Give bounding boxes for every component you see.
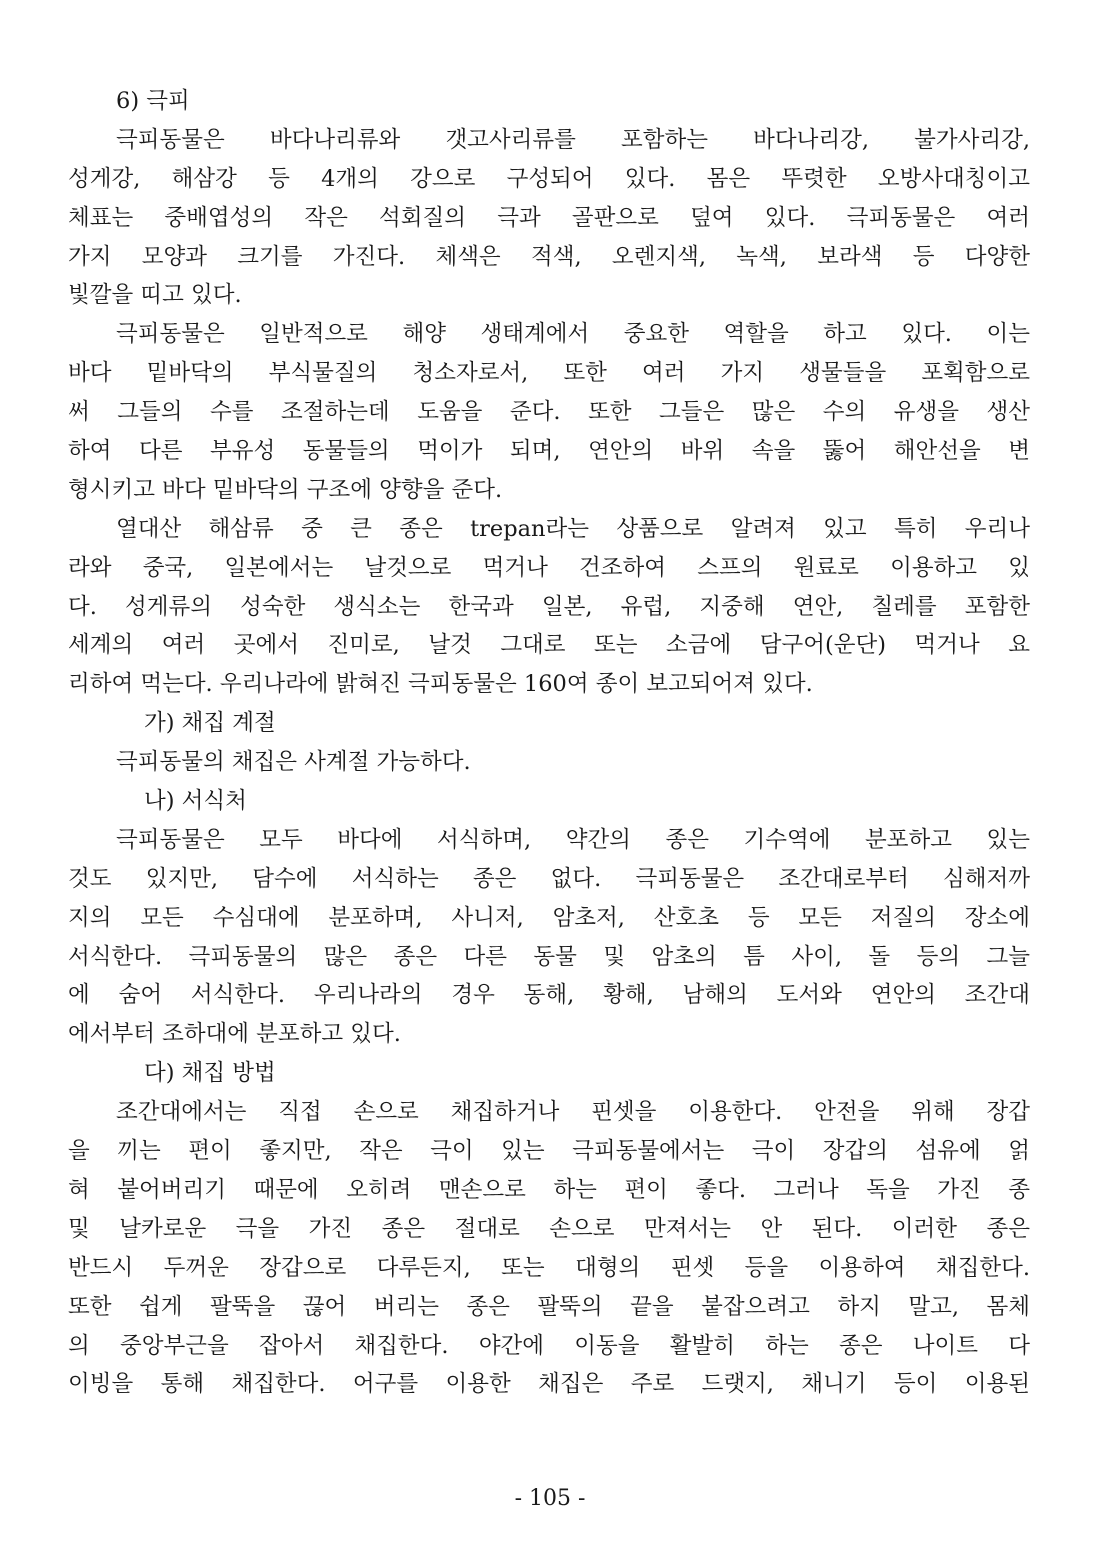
paragraph-line: 및 날카로운 극을 가진 종은 절대로 손으로 만져서는 안 된다. 이러한 종은	[68, 1215, 1030, 1242]
paragraph-line: 성게강, 해삼강 등 4개의 강으로 구성되어 있다. 몸은 뚜렷한 오방사대칭이고	[68, 165, 1030, 192]
paragraph-line: 또한 쉽게 팔뚝을 끊어 버리는 종은 팔뚝의 끝을 붙잡으려고 하지 말고, 몸체	[68, 1293, 1030, 1320]
paragraph-line: 이빙을 통해 채집한다. 어구를 이용한 채집은 주로 드랫지, 채니기 등이 이용된	[68, 1371, 1030, 1398]
paragraph-line: 극피동물의 채집은 사계절 가능하다.	[116, 749, 471, 776]
paragraph-line: 극피동물은 바다나리류와 갯고사리류를 포함하는 바다나리강, 불가사리강,	[116, 126, 1030, 153]
paragraph-line: 에 숨어 서식한다. 우리나라의 경우 동해, 황해, 남해의 도서와 연안의 조간대	[68, 982, 1030, 1009]
paragraph-line: 극피동물은 일반적으로 해양 생태계에서 중요한 역할을 하고 있다. 이는	[116, 321, 1030, 348]
paragraph-line: 가지 모양과 크기를 가진다. 체색은 적색, 오렌지색, 녹색, 보라색 등 다양한	[68, 243, 1030, 270]
paragraph-line: 서식한다. 극피동물의 많은 종은 다른 동물 및 암초의 틈 사이, 돌 등의 그늘	[68, 943, 1030, 970]
paragraph-line: 을 끼는 편이 좋지만, 작은 극이 있는 극피동물에서는 극이 장갑의 섬유에 얽	[68, 1138, 1030, 1165]
paragraph-line: 에서부터 조하대에 분포하고 있다.	[68, 1021, 401, 1048]
paragraph-line: 반드시 두꺼운 장갑으로 다루든지, 또는 대형의 핀셋 등을 이용하여 채집한다.	[68, 1254, 1030, 1281]
page-number: - 105 -	[514, 1486, 586, 1511]
paragraph-line: 써 그들의 수를 조절하는데 도움을 준다. 또한 그들은 많은 수의 유생을 생산	[68, 399, 1030, 426]
paragraph-line: 세계의 여러 곳에서 진미로, 날것 그대로 또는 소금에 담구어(운단) 먹거나 요	[68, 632, 1030, 659]
paragraph-line: 지의 모든 수심대에 분포하며, 사니저, 암초저, 산호초 등 모든 저질의 장소에	[68, 904, 1030, 931]
body-text	[68, 82, 1030, 1404]
paragraph-line: 리하여 먹는다. 우리나라에 밝혀진 극피동물은 160여 종이 보고되어져 있다.	[68, 671, 813, 698]
paragraph-line: 혀 붙어버리기 때문에 오히려 맨손으로 하는 편이 좋다. 그러나 독을 가진 종	[68, 1176, 1030, 1203]
paragraph-line: 열대산 해삼류 중 큰 종은 trepan라는 상품으로 알려져 있고 특히 우리나	[116, 515, 1030, 542]
paragraph-line: 것도 있지만, 담수에 서식하는 종은 없다. 극피동물은 조간대로부터 심해저까	[68, 865, 1030, 892]
paragraph-line: 의 중앙부근을 잡아서 채집한다. 야간에 이동을 활발히 하는 종은 나이트 다	[68, 1332, 1030, 1359]
paragraph-line: 하여 다른 부유성 동물들의 먹이가 되며, 연안의 바위 속을 뚫어 해안선을 변	[68, 438, 1030, 465]
paragraph-line: 조간대에서는 직접 손으로 채집하거나 핀셋을 이용한다. 안전을 위해 장갑	[116, 1099, 1030, 1126]
paragraph-line: 체표는 중배엽성의 작은 석회질의 극과 골판으로 덮여 있다. 극피동물은 여러	[68, 204, 1030, 231]
paragraph-line: 극피동물은 모두 바다에 서식하며, 약간의 종은 기수역에 분포하고 있는	[116, 826, 1030, 853]
paragraph-line: 형시키고 바다 밑바닥의 구조에 양향을 준다.	[68, 476, 503, 503]
paragraph-line: 빛깔을 띠고 있다.	[68, 282, 242, 309]
section-heading: 6) 극피	[116, 88, 190, 114]
paragraph-line: 다. 성게류의 성숙한 생식소는 한국과 일본, 유럽, 지중해 연안, 칠레를 포함한	[68, 593, 1030, 620]
paragraph-line: 바다 밑바닥의 부식물질의 청소자로서, 또한 여러 가지 생물들을 포획함으로	[68, 360, 1030, 387]
paragraph-line: 라와 중국, 일본에서는 날것으로 먹거나 건조하여 스프의 원료로 이용하고 있	[68, 554, 1030, 581]
subsection-heading-method: 다) 채집 방법	[144, 1060, 276, 1087]
subsection-heading-habitat: 나) 서식처	[144, 788, 247, 815]
subsection-heading-season: 가) 채집 계절	[144, 710, 276, 737]
